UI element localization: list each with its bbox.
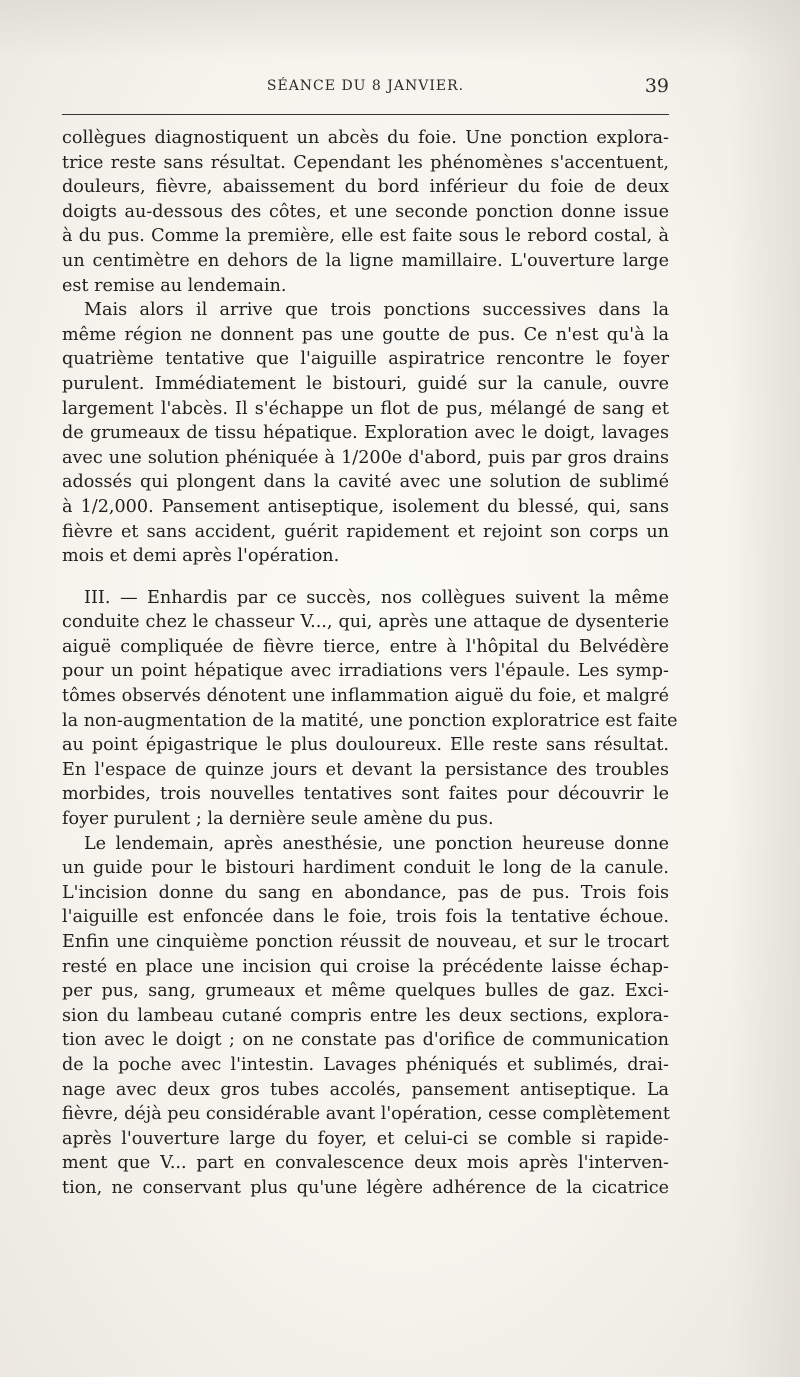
text-line: foyer purulent ; la dernière seule amène du pus. (62, 809, 494, 830)
text-line: de la poche avec l'intestin. Lavages phéniqués et sublimés, drai- (62, 1054, 669, 1075)
paragraph (62, 126, 669, 298)
text-line: l'aiguille est enfoncée dans le foie, trois fois la tentative échoue. (62, 907, 669, 928)
text-line: avec une solution phéniquée à 1/200e d'abord, puis par gros drains (62, 447, 669, 468)
text-line: sion du lambeau cutané compris entre les deux sections, explora- (62, 1005, 669, 1026)
text-line: Le lendemain, après anesthésie, une ponction heureuse donne (84, 833, 669, 854)
text-line: un centimètre en dehors de la ligne mamillaire. L'ouverture large (62, 250, 669, 271)
text-line: purulent. Immédiatement le bistouri, guidé sur la canule, ouvre (62, 373, 669, 394)
paragraph (62, 586, 678, 832)
text-line: L'incision donne du sang en abondance, pas de pus. Trois fois (62, 882, 669, 903)
running-title: SÉANCE DU 8 JANVIER. (266, 78, 465, 94)
text-line: quatrième tentative que l'aiguille aspiratrice rencontre le foyer (62, 349, 669, 370)
text-line: Enfin une cinquième ponction réussit de nouveau, et sur le trocart (62, 932, 669, 952)
text-line: aiguë compliquée de fièvre tierce, entre à l'hôpital du Belvédère (62, 636, 669, 657)
paragraph (62, 832, 669, 1201)
section-gap (62, 569, 669, 586)
page-shadow-top (0, 0, 800, 60)
text-line: ment que V... part en convalescence deux mois après l'interven- (62, 1153, 669, 1174)
text-line: douleurs, fièvre, abaissement du bord inférieur du foie de deux (62, 177, 669, 198)
text-line: même région ne donnent pas une goutte de pus. Ce n'est qu'à la (62, 324, 669, 345)
text-line: la non-augmentation de la matité, une ponction exploratrice est faite (62, 710, 678, 731)
text-line: nage avec deux gros tubes accolés, pansement antiseptique. La (62, 1079, 669, 1100)
text-line: pour un point hépatique avec irradiations vers l'épaule. Les symp- (62, 661, 669, 682)
text-line: trice reste sans résultat. Cependant les phénomènes s'accentuent, (62, 152, 669, 173)
page-number: 39 (644, 75, 669, 97)
text-line: collègues diagnostiquent un abcès du foie. Une ponction explora- (62, 128, 669, 148)
text-line: III. — Enhardis par ce succès, nos collègues suivent la même (84, 587, 669, 608)
text-line: tion, ne conservant plus qu'une légère adhérence de la cicatrice (62, 1177, 669, 1198)
text-line: adossés qui plongent dans la cavité avec une solution de sublimé (62, 472, 669, 493)
text-line: tion avec le doigt ; on ne constate pas d'orifice de communication (62, 1030, 669, 1051)
text-line: à 1/2,000. Pansement antiseptique, isolement du blessé, qui, sans (62, 496, 669, 517)
header-rule (62, 114, 669, 115)
text-line: mois et demi après l'opération. (62, 546, 340, 567)
text-line: tômes observés dénotent une inflammation aiguë du foie, et malgré (62, 686, 669, 707)
text-line: conduite chez le chasseur V..., qui, après une attaque de dysenterie (62, 612, 669, 633)
text-line: de grumeaux de tissu hépatique. Exploration avec le doigt, lavages (62, 423, 669, 444)
text-line: un guide pour le bistouri hardiment conduit le long de la canule. (62, 858, 669, 879)
text-line: resté en place une incision qui croise la précédente laisse échap- (62, 956, 669, 977)
body-text (62, 126, 678, 1201)
page-shadow-right (730, 0, 800, 1377)
text-line: morbides, trois nouvelles tentatives sont faites pour découvrir le (62, 784, 669, 805)
text-line: au point épigastrique le plus douloureux. Elle reste sans résultat. (62, 735, 669, 756)
text-line: est remise au lendemain. (62, 275, 287, 296)
text-line: à du pus. Comme la première, elle est faite sous le rebord costal, à (62, 226, 669, 247)
text-line: doigts au-dessous des côtes, et une seconde ponction donne issue (62, 201, 669, 222)
text-line: fièvre et sans accident, guérit rapidement et rejoint son corps un (62, 521, 669, 542)
text-line: per pus, sang, grumeaux et même quelques bulles de gaz. Exci- (62, 981, 669, 1002)
paragraph (62, 298, 669, 569)
text-line: En l'espace de quinze jours et devant la persistance des troubles (62, 759, 669, 780)
text-line: Mais alors il arrive que trois ponctions successives dans la (84, 300, 669, 321)
text-line: fièvre, déjà peu considérable avant l'opération, cesse complètement (62, 1104, 670, 1125)
page-header (62, 75, 669, 102)
text-line: après l'ouverture large du foyer, et celui-ci se comble si rapide- (62, 1128, 669, 1149)
text-line: largement l'abcès. Il s'échappe un flot de pus, mélangé de sang et (62, 398, 669, 419)
